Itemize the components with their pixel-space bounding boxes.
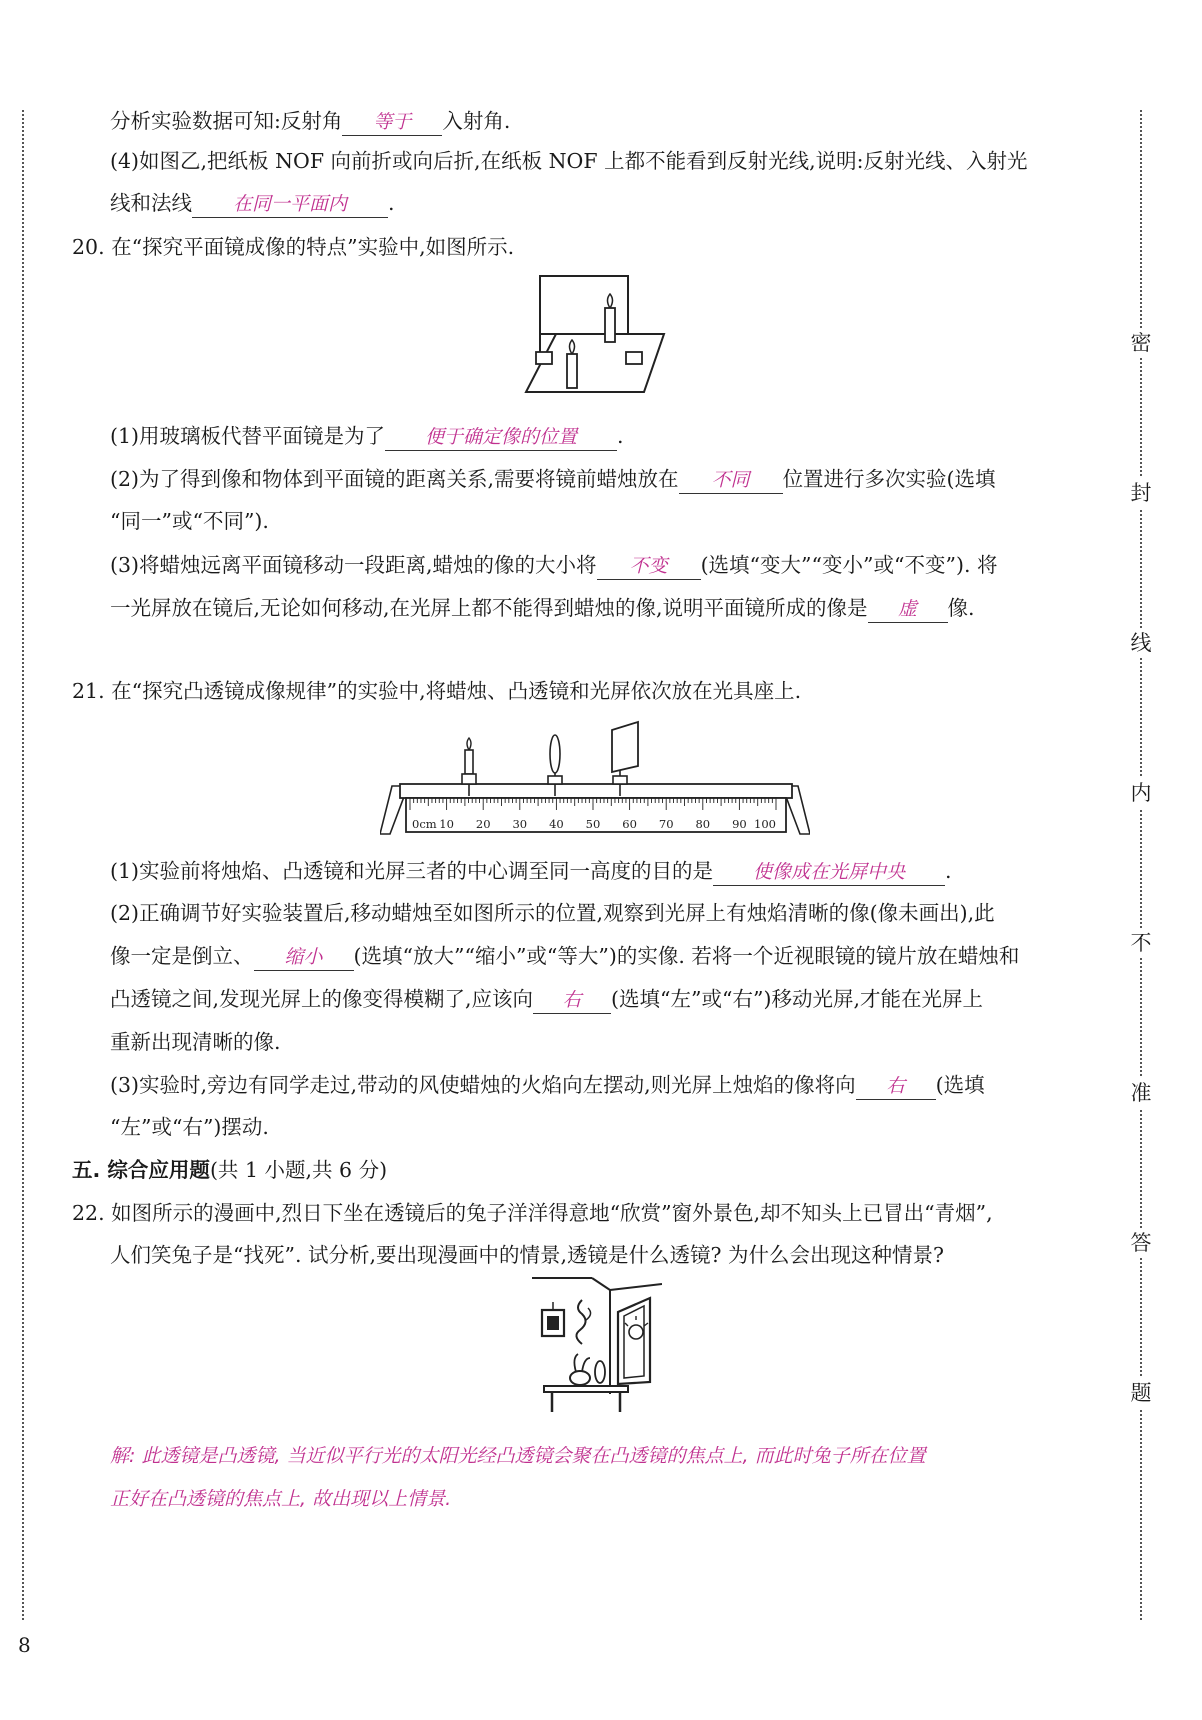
q22-answer-line-1: 解: 此透镜是凸透镜, 当近似平行光的太阳光经凸透镜会聚在凸透镜的焦点上, 而此时兔子所在位置 <box>110 1445 926 1467</box>
rabbit-cartoon-figure <box>532 1274 662 1414</box>
q21-part-3-cont: “左”或“右”)摆动. <box>110 1115 269 1139</box>
seal-char-2: 封 <box>1126 478 1156 508</box>
ruler-label: 70 <box>658 817 674 831</box>
q19-text: 线和法线 <box>110 191 192 215</box>
q20-part-2-cont: “同一”或“不同”). <box>110 509 269 533</box>
q21-part-3 <box>110 1070 985 1100</box>
q19-text: 入射角. <box>442 109 511 133</box>
q19-answer-blank-1: 等于 <box>342 109 442 136</box>
q20-text: 一光屏放在镜后,无论如何移动,在光屏上都不能得到蜡烛的像,说明平面镜所成的像是 <box>110 596 868 620</box>
q20-answer-blank-3: 不变 <box>597 553 701 580</box>
q21-text: . <box>945 859 952 883</box>
plane-mirror-figure <box>520 268 670 408</box>
q22-line-2: 人们笑兔子是“找死”. 试分析,要出现漫画中的情景,透镜是什么透镜? 为什么会出现这种情景? <box>110 1243 945 1267</box>
q21-text: (1)实验前将烛焰、凸透镜和光屏三者的中心调至同一高度的目的是 <box>110 859 714 883</box>
q20-part-2 <box>110 464 996 494</box>
ruler-label: 50 <box>585 817 601 831</box>
q20-answer-blank-2: 不同 <box>679 467 783 494</box>
ruler-label: 80 <box>695 817 711 831</box>
q19-line-2: (4)如图乙,把纸板 NOF 向前折或向后折,在纸板 NOF 上都不能看到反射光线,说明:反射光线、入射光 <box>110 149 1028 173</box>
q21-part-1 <box>110 856 952 886</box>
q19-line-3 <box>110 188 395 218</box>
ruler-label: 40 <box>549 817 564 831</box>
q20-answer-blank-4: 虚 <box>868 596 948 623</box>
seal-char-1: 密 <box>1126 328 1156 358</box>
seal-char-3: 线 <box>1126 628 1156 658</box>
q20-text: (1)用玻璃板代替平面镜是为了 <box>110 424 386 448</box>
seal-char-6: 准 <box>1126 1078 1156 1108</box>
q21-text: (选填 <box>935 1073 985 1097</box>
q21-part-2-cont-3: 重新出现清晰的像. <box>110 1030 281 1054</box>
q19-text: 分析实验数据可知:反射角 <box>110 109 343 133</box>
q20-text: (3)将蜡烛远离平面镜移动一段距离,蜡烛的像的大小将 <box>110 553 597 577</box>
seal-char-5: 不 <box>1126 928 1156 958</box>
q20-text: (选填“变大”“变小”或“不变”). 将 <box>700 553 998 577</box>
q21-text: (选填“放大”“缩小”或“等大”)的实像. 若将一个近视眼镜的镜片放在蜡烛和 <box>353 944 1020 968</box>
section-5-heading <box>72 1155 387 1185</box>
q20-part-1 <box>110 421 624 451</box>
seal-char-8: 题 <box>1126 1378 1156 1408</box>
ruler-label: 0cm <box>412 817 437 831</box>
section-5-title: 五. 综合应用题 <box>72 1158 210 1182</box>
q21-answer-blank-4: 右 <box>856 1073 936 1100</box>
q19-line-1 <box>110 106 510 136</box>
optical-bench-figure <box>380 712 810 840</box>
q21-text: (选填“左”或“右”)移动光屏,才能在光屏上 <box>611 987 983 1011</box>
q20-part-3 <box>110 550 997 580</box>
ruler-label: 20 <box>475 817 491 831</box>
q21-text: (3)实验时,旁边有同学走过,带动的风使蜡烛的火焰向左摆动,则光屏上烛焰的像将向 <box>110 1073 856 1097</box>
q20-title: 20. 在“探究平面镜成像的特点”实验中,如图所示. <box>72 235 515 259</box>
section-5-note: (共 1 小题,共 6 分) <box>209 1158 388 1182</box>
q21-title: 21. 在“探究凸透镜成像规律”的实验中,将蜡烛、凸透镜和光屏依次放在光具座上. <box>72 679 802 703</box>
ruler-label: 10 <box>439 817 454 831</box>
q20-answer-blank-1: 便于确定像的位置 <box>385 424 617 451</box>
left-binding-line <box>22 110 24 1620</box>
page-number: 8 <box>18 1633 31 1657</box>
q19-answer-blank-2: 在同一平面内 <box>192 191 388 218</box>
ruler-label: 60 <box>622 817 637 831</box>
q21-part-2-cont-1 <box>110 941 1019 971</box>
q22-line-1: 22. 如图所示的漫画中,烈日下坐在透镜后的兔子洋洋得意地“欣赏”窗外景色,却不知头上已冒出“青烟”, <box>72 1201 993 1225</box>
q21-answer-blank-3: 右 <box>533 987 611 1014</box>
q21-text: 像一定是倒立、 <box>110 944 254 968</box>
ruler-label: 100 <box>754 817 776 831</box>
q20-part-3-cont <box>110 593 975 623</box>
q21-answer-blank-1: 使像成在光屏中央 <box>713 859 945 886</box>
q20-text: 位置进行多次实验(选填 <box>782 467 996 491</box>
ruler-label: 30 <box>512 817 528 831</box>
q21-part-2-cont-2 <box>110 984 983 1014</box>
seal-char-4: 内 <box>1126 778 1156 808</box>
seal-char-7: 答 <box>1126 1228 1156 1258</box>
q21-part-2: (2)正确调节好实验装置后,移动蜡烛至如图所示的位置,观察到光屏上有烛焰清晰的像(像未画出),此 <box>110 901 995 925</box>
q22-answer-line-2: 正好在凸透镜的焦点上, 故出现以上情景. <box>110 1488 452 1510</box>
q19-text: . <box>388 191 395 215</box>
q20-text: (2)为了得到像和物体到平面镜的距离关系,需要将镜前蜡烛放在 <box>110 467 679 491</box>
ruler-label: 90 <box>732 817 747 831</box>
q20-text: 像. <box>947 596 975 620</box>
q21-answer-blank-2: 缩小 <box>254 944 354 971</box>
q21-text: 凸透镜之间,发现光屏上的像变得模糊了,应该向 <box>110 987 534 1011</box>
q20-text: . <box>617 424 624 448</box>
